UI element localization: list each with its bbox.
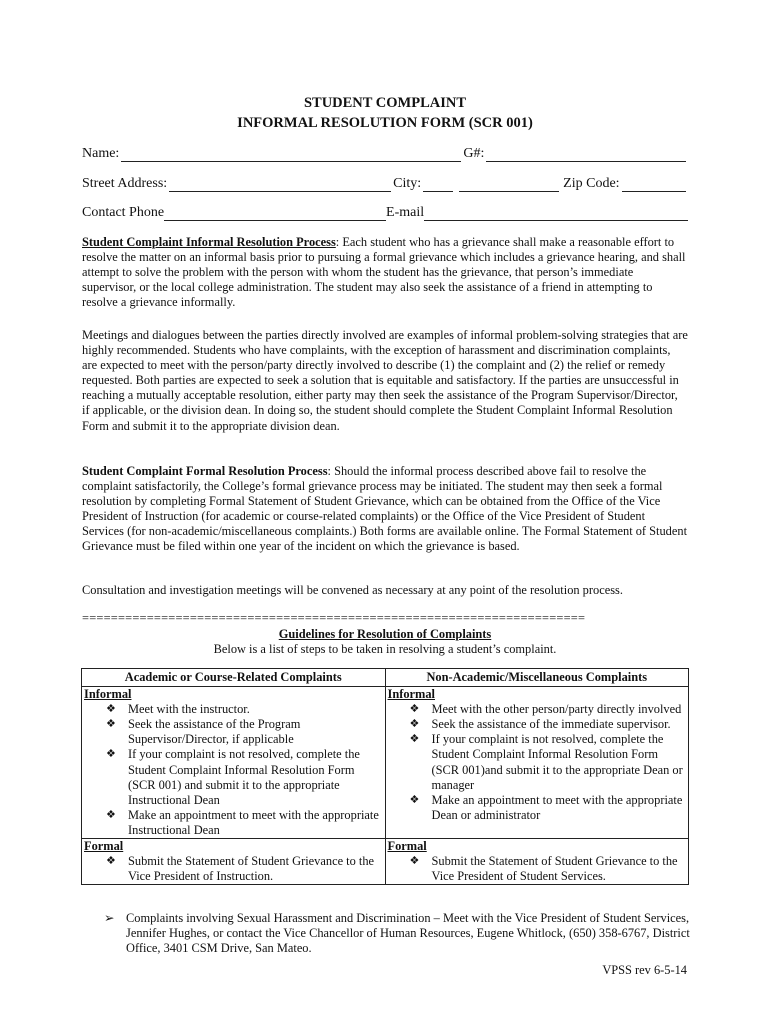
contact-phone-label: Contact Phone (82, 205, 165, 220)
diamond-bullet-icon: ❖ (106, 855, 116, 868)
nonacademic-formal-list (388, 854, 687, 884)
formal-label: Formal (387, 839, 427, 854)
diamond-bullet-icon: ❖ (409, 733, 420, 746)
informal-row (82, 687, 689, 839)
harassment-note-text: Complaints involving Sexual Harassment and Discrimination – Meet with the Vice President of Student Services, Jennifer Hughes, or contact the Vice Chancellor of Human Resources, Eugene Whitlock, (650) 358-6767, District Office, 3401 CSM Drive, San Mateo. (126, 911, 690, 956)
diamond-bullet-icon: ❖ (409, 793, 420, 806)
col-academic-header: Academic or Course-Related Complaints (82, 669, 386, 687)
nonacademic-informal-list (388, 702, 687, 823)
academic-informal-cell (82, 687, 386, 839)
zip-field[interactable] (622, 177, 686, 192)
list-item-text: Make an appointment to meet with the appropriate Instructional Dean (128, 807, 379, 837)
list-item (84, 717, 383, 747)
meetings-paragraph: Meetings and dialogues between the parties directly involved are examples of informal problem-solving strategies that are highly recommended. Students who have complaints, with the exception of harassment and discrimination complaints, are expected to meet with the person/party directly involved to describe (1) the complaint and (2) the relief or remedy requested. Both parties are expected to seek a solution that is equitable and satisfactory. If the parties are unsuccessful in reaching a mutually acceptable resolution, either party may then seek the assistance of the Program Supervisor/Director, if applicable, or the division dean. In doing so, the student should complete the Student Complaint Informal Resolution Form and submit it to the appropriate division dean. (82, 328, 688, 433)
informal-label: Informal (387, 687, 435, 702)
formal-label: Formal (84, 839, 124, 854)
informal-process-heading: Student Complaint Informal Resolution Process (82, 235, 336, 249)
guidelines-subtitle: Below is a list of steps to be taken in resolving a student’s complaint. (213, 642, 557, 656)
nonacademic-formal-cell (385, 839, 689, 885)
list-item-text: If your complaint is not resolved, complete the Student Complaint Informal Resolution Form (SCR 001)and submit it to the appropriate Dean or manager (431, 732, 683, 792)
list-item (388, 717, 687, 732)
list-item (84, 854, 383, 884)
list-item (388, 854, 687, 884)
academic-formal-cell (82, 839, 386, 885)
guidelines-title: Guidelines for Resolution of Complaints (278, 627, 492, 641)
table-header-row (82, 669, 689, 687)
diamond-bullet-icon: ❖ (106, 703, 116, 716)
nonacademic-informal-cell (385, 687, 689, 839)
list-item-text: Submit the Statement of Student Grievance to the Vice President of Student Services. (431, 854, 678, 884)
diamond-bullet-icon: ❖ (106, 808, 116, 821)
list-item (84, 808, 383, 838)
diamond-bullet-icon: ❖ (106, 748, 116, 761)
guidelines-table (81, 668, 689, 885)
street-label: Street Address: (82, 176, 168, 191)
col-nonacademic-header: Non-Academic/Miscellaneous Complaints (385, 669, 689, 687)
academic-formal-list (84, 854, 383, 884)
list-item-text: Make an appointment to meet with the appropriate Dean or administrator (431, 792, 683, 822)
arrow-bullet-icon: ➢ (104, 911, 115, 925)
revision-footer: VPSS rev 6-5-14 (602, 963, 687, 977)
informal-process-text: : Each student who has a grievance shall make a reasonable effort to resolve the matter on an informal basis prior to pursuing a formal grievance which includes a grievance hearing, and shall attempt to solve the problem with the person with whom the student has the grievance, that person’s immediate supervisor, or the local college administration. The student may also seek the assistance of a friend in attempting to resolve a grievance informally. (82, 235, 686, 310)
formal-process-heading: Student Complaint Formal Resolution Process (82, 464, 328, 478)
informal-process-paragraph (82, 235, 688, 310)
formal-row (82, 839, 689, 885)
list-item-text: Seek the assistance of the immediate supervisor. (431, 717, 671, 732)
formal-process-text: : Should the informal process described above fail to resolve the complaint satisfactorily, the College’s formal grievance process may be initiated. The student may then seek a formal resolution by completing Formal Statement of Student Grievance, which can be obtained from the Office of the Vice President of Instruction (for academic or course-related complaints) or the Office of the Vice President of Student Services (for non-academic/miscellaneous complaints.) Both forms are available online. The Formal Statement of Student Grievance must be filed within one year of the incident on which the grievance is based. (82, 464, 688, 554)
list-item-text: Seek the assistance of the Program Supervisor/Director, if applicable (128, 717, 301, 747)
consultation-paragraph: Consultation and investigation meetings will be convened as necessary at any point of the resolution process. (82, 583, 623, 597)
list-item-text: Meet with the other person/party directly involved (431, 702, 682, 717)
form-title-line1: STUDENT COMPLAINT (303, 95, 467, 111)
list-item-text: If your complaint is not resolved, complete the Student Complaint Informal Resolution Form (SCR 001) and submit it to the appropriate Instructional Dean (128, 747, 360, 807)
list-item (84, 702, 383, 717)
diamond-bullet-icon: ❖ (409, 703, 420, 716)
gnum-field[interactable] (486, 147, 686, 162)
form-title-line2: INFORMAL RESOLUTION FORM (SCR 001) (237, 115, 533, 131)
formal-process-paragraph (82, 464, 688, 555)
contact-phone-field[interactable] (164, 206, 386, 221)
list-item-text: Submit the Statement of Student Grievance to the Vice President of Instruction. (128, 854, 375, 884)
address-row (82, 176, 688, 192)
list-item (388, 732, 687, 792)
email-label: E-mail (386, 205, 425, 220)
name-field[interactable] (121, 147, 461, 162)
name-label: Name: (82, 146, 120, 161)
academic-informal-list (84, 702, 383, 838)
state-field[interactable] (459, 177, 559, 192)
gnum-label: G#: (463, 146, 485, 161)
list-item-text: Meet with the instructor. (128, 702, 250, 717)
diamond-bullet-icon: ❖ (106, 718, 116, 731)
city-field[interactable] (423, 177, 453, 192)
informal-label: Informal (84, 687, 132, 702)
list-item (388, 793, 687, 823)
diamond-bullet-icon: ❖ (409, 718, 420, 731)
name-row (82, 146, 688, 162)
list-item (84, 747, 383, 807)
contact-row (82, 205, 688, 221)
list-item (388, 702, 687, 717)
zip-label: Zip Code: (563, 176, 620, 191)
separator-line: ====================================================================== (82, 611, 586, 625)
city-label: City: (393, 176, 422, 191)
diamond-bullet-icon: ❖ (409, 855, 420, 868)
email-field[interactable] (424, 206, 688, 221)
harassment-note (104, 911, 710, 956)
street-field[interactable] (169, 177, 391, 192)
